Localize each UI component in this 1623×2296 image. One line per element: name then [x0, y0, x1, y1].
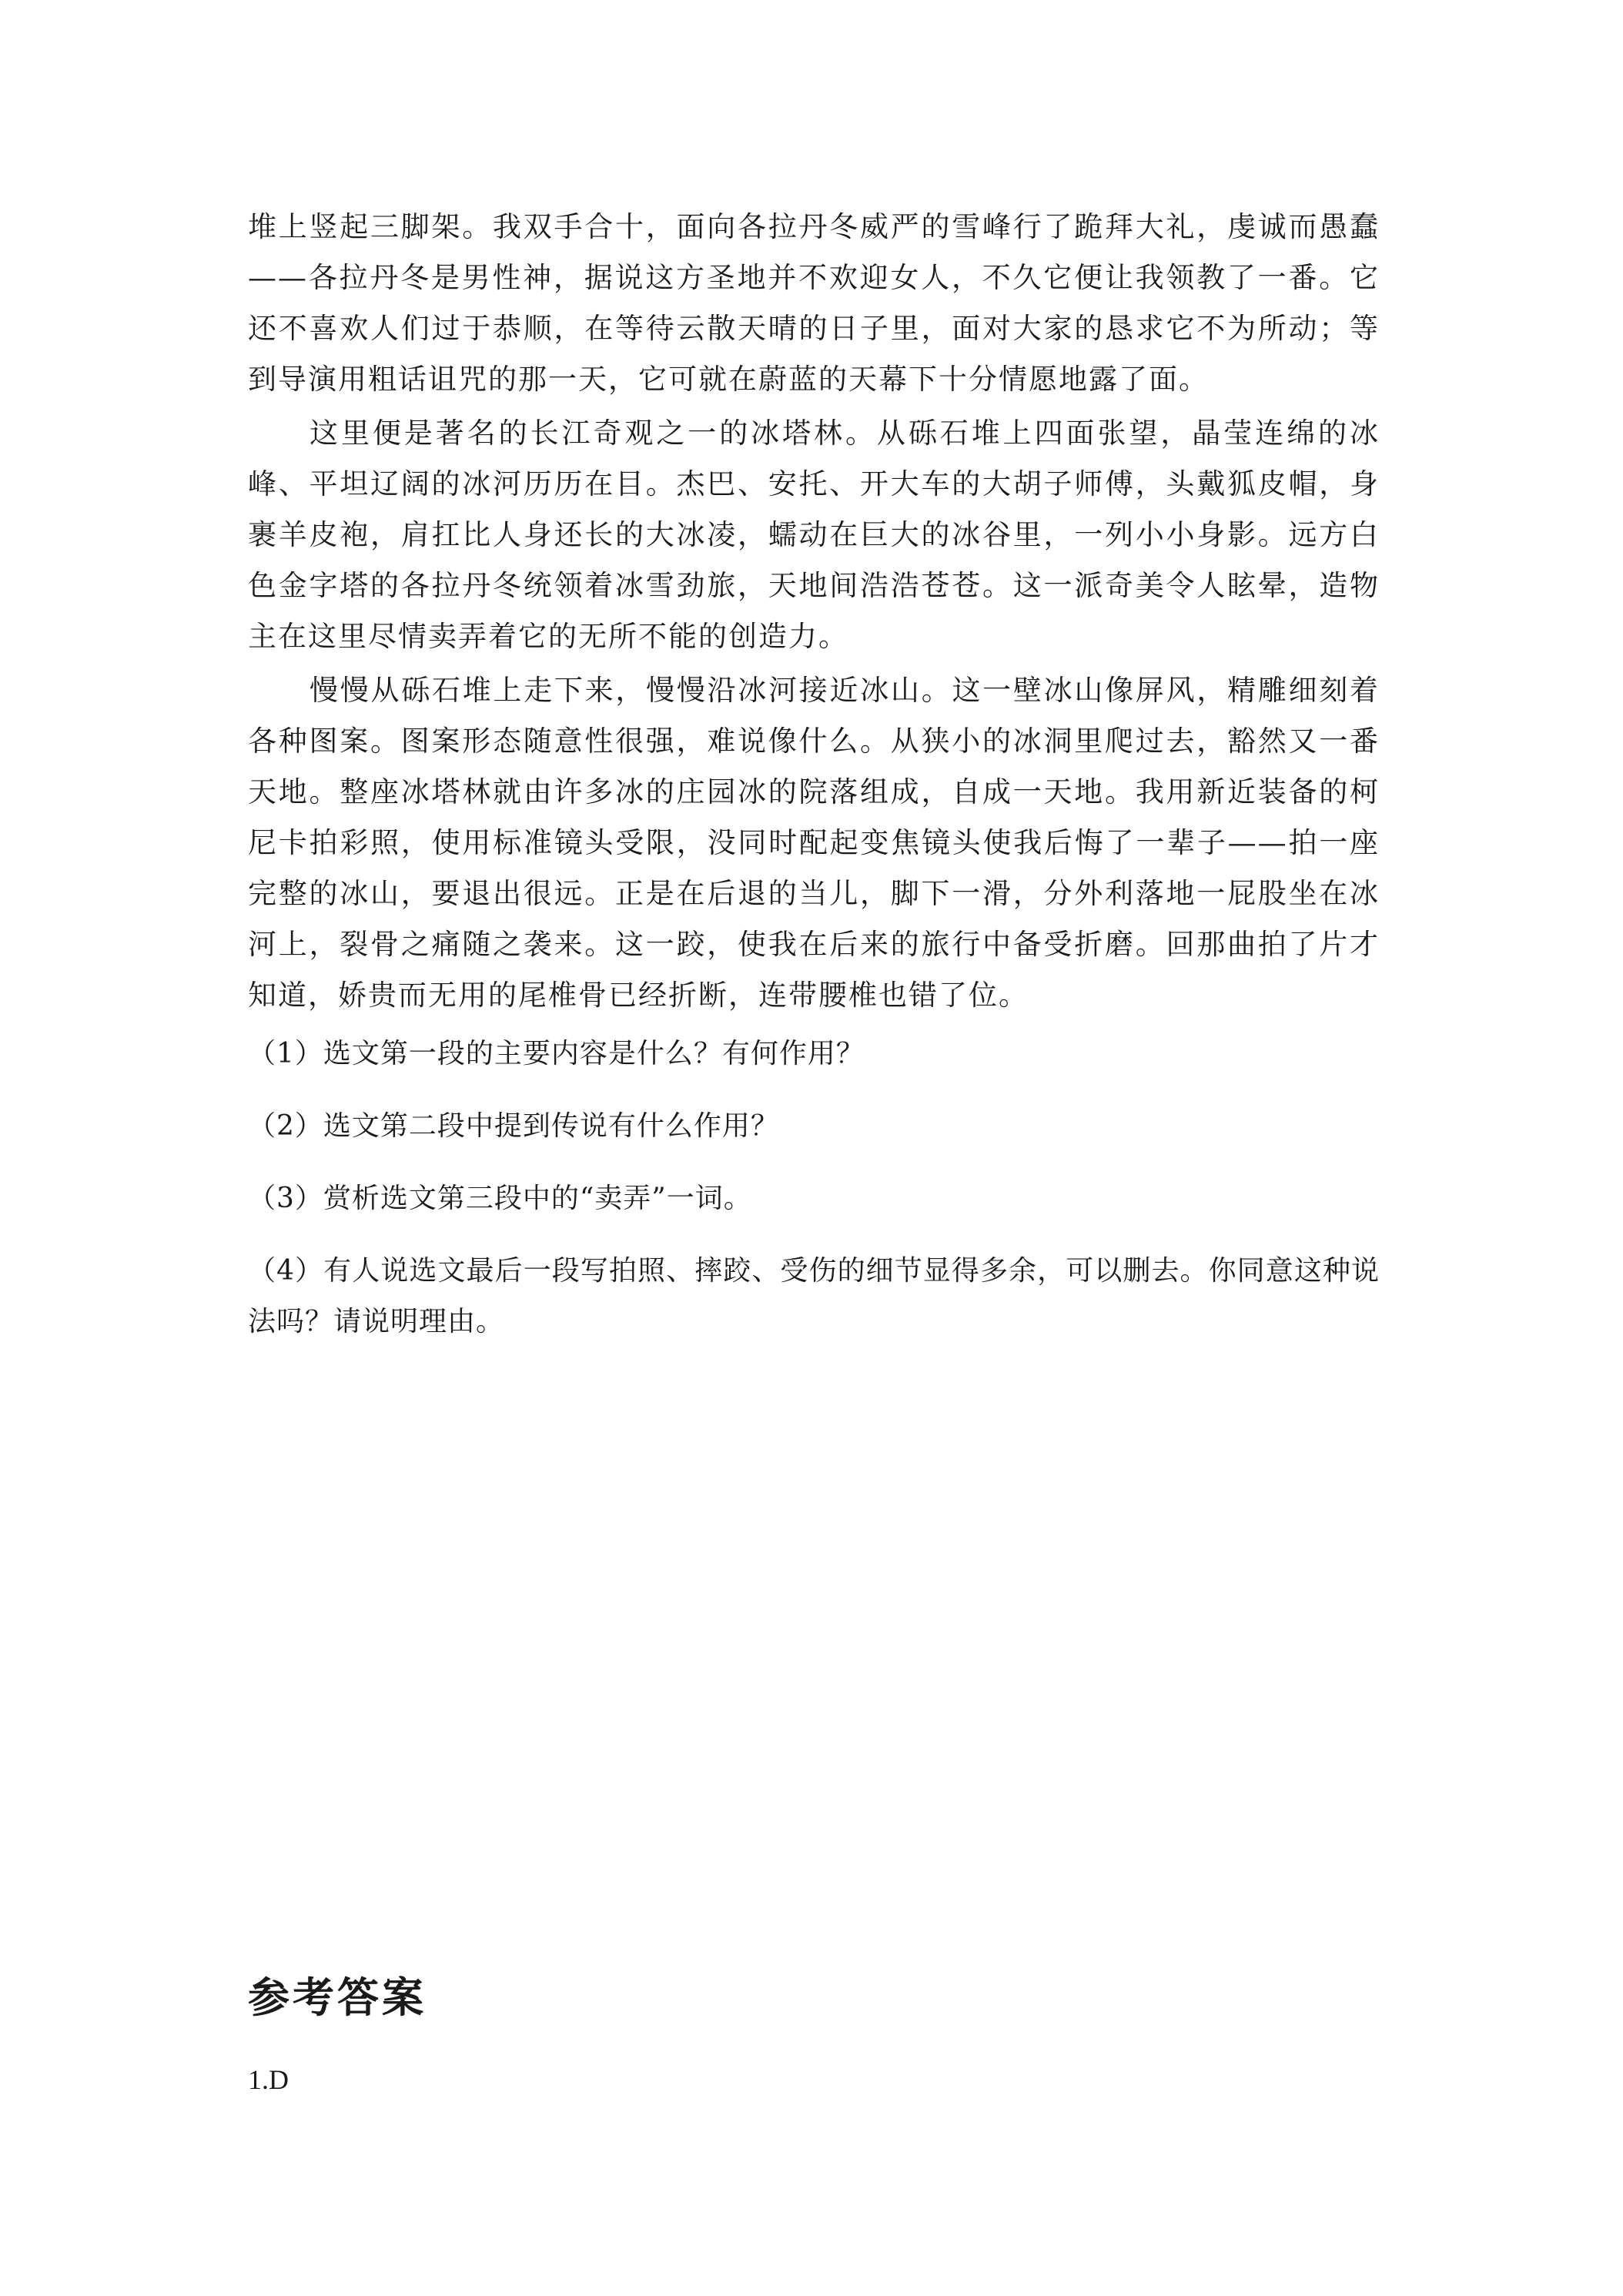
passage-paragraph-3: 慢慢从砾石堆上走下来，慢慢沿冰河接近冰山。这一壁冰山像屏风，精雕细刻着各种图案。图案形态随意性很强，难说像什么。从狭小的冰洞里爬过去，豁然又一番天地。整座冰塔林就由许多冰的庄园冰的院落组成，自成一天地。我用新近装备的柯尼卡拍彩照，使用标准镜头受限，没同时配起变焦镜头使我后悔了一辈子——拍一座完整的冰山，要退出很远。正是在后退的当儿，脚下一滑，分外利落地一屁股坐在冰河上，裂骨之痛随之袭来。这一跤，使我在后来的旅行中备受折磨。回那曲拍了片才知道，娇贵而无用的尾椎骨已经折断，连带腰椎也错了位。: [248, 674, 1380, 1012]
answers-heading: 参考答案: [248, 1973, 427, 2022]
question-4: （4）有人说选文最后一段写拍照、摔跤、受伤的细节显得多余，可以删去。你同意这种说法吗？请说明理由。: [248, 1255, 1380, 1337]
question-list: [248, 1029, 1380, 1347]
passage-paragraph-2: 这里便是著名的长江奇观之一的冰塔林。从砾石堆上四面张望，晶莹连绵的冰峰、平坦辽阔的冰河历历在目。杰巴、安托、开大车的大胡子师傅，头戴狐皮帽，身裹羊皮袍，肩扛比人身还长的大冰凌，蠕动在巨大的冰谷里，一列小小身影。远方白色金字塔的各拉丹冬统领着冰雪劲旅，天地间浩浩苍苍。这一派奇美令人眩晕，造物主在这里尽情卖弄着它的无所不能的创造力。: [248, 417, 1380, 653]
answer-item-1: 1.D: [248, 2064, 289, 2095]
question-1: （1）选文第一段的主要内容是什么？有何作用？: [248, 1038, 865, 1069]
passage-paragraph-1: 堆上竖起三脚架。我双手合十，面向各拉丹冬威严的雪峰行了跪拜大礼，虔诚而愚蠢——各拉丹冬是男性神，据说这方圣地并不欢迎女人，不久它便让我领教了一番。它还不喜欢人们过于恭顺，在等待云散天晴的日子里，面对大家的恳求它不为所动；等到导演用粗话诅咒的那一天，它可就在蔚蓝的天幕下十分情愿地露了面。: [248, 210, 1380, 396]
question-3: （3）赏析选文第三段中的“卖弄”一词。: [248, 1183, 752, 1214]
question-2: （2）选文第二段中提到传说有什么作用？: [248, 1110, 779, 1142]
passage-body: [248, 202, 1380, 1369]
